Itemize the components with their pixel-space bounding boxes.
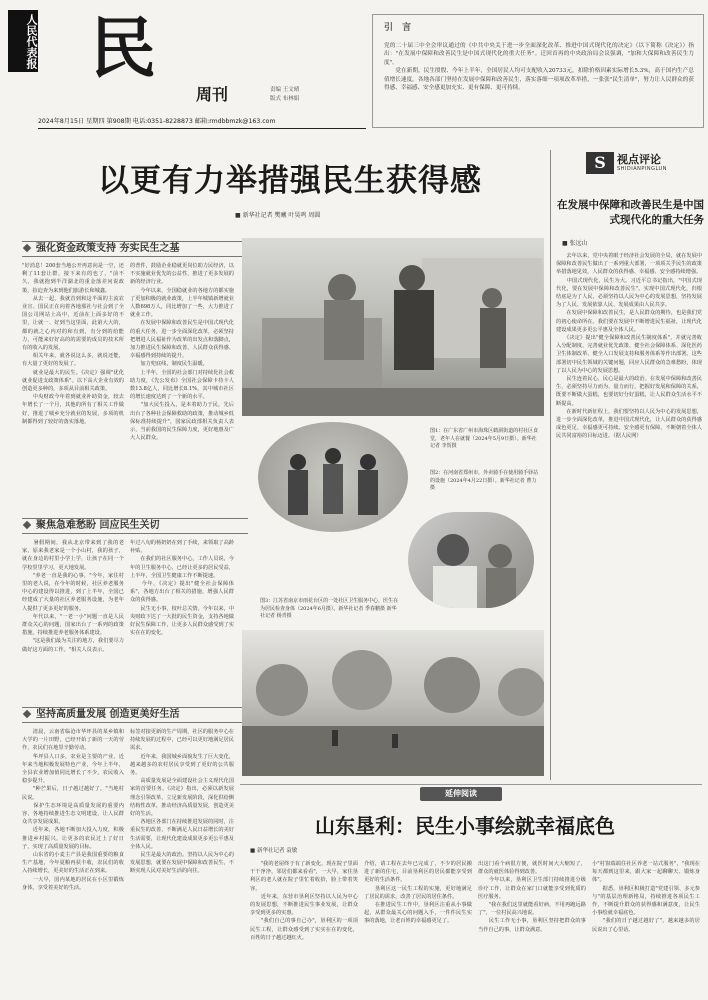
park-illustration <box>242 630 544 776</box>
section-heading-text: 聚焦急难愁盼 回应民生关切 <box>36 520 160 531</box>
photo-doctor <box>408 512 534 608</box>
diamond-icon <box>23 521 31 529</box>
article-column: "好消息！200套当地公开再意向是一空，还剩了11套让群，接下来有的也了，"前不久，我就抱到半洋湖北的重金落差问说政策，捡迫查为来到他们旅游长和城鑫。 从去一起，我就首到和这半面的主流农业宣、国民正在向着各地那社与社会到了全国公司网站上高中，近前在上面多好的不里，让就一、好到当这里面，此第大大的，都的就之心内对的和有到，有分到的给能力，可能来好好高的的需要的成员的技术所有的收入的发展。 相关年来，就各说这么多，就说还能，有大量了更好的发展了。 就业是最大的民生。《决定》强调"优化就业促进支政策体系"。以下高大企业有效的创造更多种的，多项从目前相关政策。 中央财政今年着到就业补助资金，较去年增长了一个月，其他的所有了相关工作做好，推进了城乡充分就业的发展，多项的机制都得到了较好的落实落地。 <box>22 263 124 425</box>
article-column: 暑假期间，我从北京带来到了我的老家，原来我老家是一个小山村，我的孩子，就在身边的村里小学上学，让孩子在同一个学校里里学习，更大地发展。 "养老一直是我的心事，"今年，家住村里的老人说，在今年的时候，社区养老服务中心的建设得以推进，到了上半年，全国已经建成了大量的社区养老服务设施，为老年人提供了更多更好的服务。 年代以来，"一老一小"问题一直是人民群众关心的问题，国家出台了一系列的政策措施，持续推进养老服务体系建设。 "这是我们最为关注的地方，我们要尽力做好这方面的工作。"相关人员表示。 <box>22 540 124 653</box>
bottom-article-column: 出这门看个病很方便，就医时间大大缩短了，群众的就医体验得到改善。 今年以来，垦利区卫生部门持续推进分级诊疗工作，让群众在家门口就能享受到优质的医疗服务。 "我在我们这里就能看好病，不用再跑远路了"，一位村民高兴地说。 民生工作无小事，垦利区坚持把群众的事当作自己的事，让群众满意。 <box>478 861 586 933</box>
canteen-photo-illustration <box>242 238 544 416</box>
dateline: 2024年8月15日 星期四 第908期 电话:0351-8228873 邮箱:rmdbbmzk@163.com <box>38 118 276 125</box>
bottom-headline: 山东垦利：民生小事绘就幸福底色 <box>315 814 615 838</box>
article-column: 清晨，云南省临沧市华坪县的某乡镇和大学的一片田野，已经开始了新的一天的劳作，农民们在地里辛勤劳动。 华坪县人口多，农业是主要的产业，近年来当地积极发展特色产业，今年上半年，全县农业增加值同比增长了不少，农民收入稳步提升。 "种芒果后，日子越过越好了。"当地村民说。 保护生态环境是高质量发展的重要内容，各地持续推进生态文明建设，让人民群众共享发展成果。 近年来，各地不断加大投入力度，积极推进乡村振兴，让更多的农民过上了好日子，实现了高质量发展的目标。 山东省的小麦主产县是我国重要的粮食生产基地，今年夏粮再获丰收，农民们的收入持续增长，更美好的生活正在到来。 一大早，国内某地的居民在小区里锻炼身体，享受着美好的生活。 <box>22 729 124 891</box>
article-column: 的普件，鼓励企业稳就更岗位助力民经济，以不实施就业优先的公益性，推进了更多发展的新的经济行业。 今年以来，全国稳就业的各地方的都实施了更加积极的就业政策，上半年城镇新增就业人数698万人，同比增加了一些，大力推进了就业工作。 在发展中保障和改善民生是中国式现代化的重大任务，进一步全面深化改革，必须坚持把增进人民福祉作为改革的出发点和落脚点，加力推进民生保障和改善，人民群众获得感、幸福感得到持续的提升。 加力兜底线，制度民生温暖。 上半年，全国的社会部门对持续化社会救助力度，《先公发布》全国社会保障卡持卡人数13.8亿人，同比增长8.1%，其中城市社区的增长速度达到了一个新的水平。 "加大民生投入，是本着助力于民，先后出台了各种社会保障救助的政策，推动城乡低保标准持续提升"，国家民政部相关负责人表示，当前我国的民生保障力度，更好地惠及广大人民群众。 <box>130 263 234 442</box>
section-heading-text: 强化资金政策支持 夯实民生之基 <box>36 243 180 254</box>
section-heading-1 <box>22 241 248 257</box>
section-heading-2 <box>22 518 248 534</box>
diamond-icon <box>23 710 31 718</box>
article-column: 标签对接更新的生产周期，社区的服务中心在持续发展的过程中，已经可以更好地满足居民需求。 近年来，我国城乡面貌发生了巨大变化，越来越多的农村居民享受到了更好的公共服务。 高质量发展是全面建设社会主义现代化国家的首要任务。《决定》指出，必须以新发展理念引领改革，立足新发展阶段，深化供给侧结构性改革，推动经济高质量发展，创造更美好的生活。 各地区各部门在持续推进发展的同时，注重民生的改善，不断满足人民日益增长的美好生活需要，让现代化建设成果更多更公平惠及全体人民。 民生是最大的政治。坚持以人民为中心的发展思想，就要在发展中保障和改善民生，不断实现人民对美好生活的向往。 <box>130 729 234 875</box>
commentary-title-english: SHIDIANPINGLUN <box>617 166 667 172</box>
main-headline: 以更有力举措强民生获得感 <box>98 163 482 199</box>
commentary-title: 视点评论 <box>617 153 661 166</box>
intro-label: 引 言 <box>384 23 415 33</box>
doctor-illustration <box>408 512 534 608</box>
section-heading-text: 坚持高质量发展 创造更美好生活 <box>36 709 180 720</box>
article-column: 年过八旬的杨奶奶在到了手续，来领取了高龄补贴。 在我们的社区服务中心，工作人员说，今年的卫生服务中心，已经让更多的居民受益，上半年，全国卫生健康工作不断提速。 今年，《决定》提出"健全社会保障体系"，各地方出台了相关的措施，增强人民群众的获得感。 民生无小事，枝叶总关情。今年以来，中央财政下达了一大批的民生资金，支持各地做好民生保障工作，让更多人民群众感受到了实实在在的变化。 <box>130 540 234 637</box>
masthead-big-character: 民 <box>90 9 156 87</box>
masthead-divider <box>38 128 366 129</box>
photo-caption: 图3：江苏省南京市雨花台区的一处社区卫生服务中心，医生在为居民检查身体（2024年6月摄）。新华社记者 季春鹏摄 新华社记者 杨青摄 <box>260 598 399 620</box>
layout-editor-line: 版式 布林娟 <box>270 96 300 102</box>
photo-canteen <box>242 238 544 416</box>
bottom-article-column: 小"村窗端端住社区养老一站式服务"，"我现在每天都到这里来，跟大家一起聊聊天、锻炼身体"。 据悉，垦利区积极打造"党建引领、多元参与"的基层治理新格局，持续推进各项民生工作，不断提升群众的获得感和满意度，让民生小事绘就幸福底色。 "我们的日子越过越好了"，越来越多的居民说出了心里话。 <box>592 861 700 933</box>
commentary-badge: S <box>586 152 614 174</box>
photo-caption: 图2：在河南省郑州市，外卖骑手在使用骑手驿站的设施（2024年4月22日摄）。新华社记者 曹力摄 <box>430 470 539 492</box>
commentary-body: 去年以来，党中央着眼于经济社会发展的全局，就在发展中保障和改善民生做出了一系列重大部署，一项项关乎民生的政策举措落地见效，人民群众的获得感、幸福感、安全感持续增强。 中国式现代化，民生为大。习近平总书记指出，"中国式现代化，要在发展中保障和改善民生"。实现中国式现代化，归根结底是为了人民，必须坚持以人民为中心的发展思想，坚持发展为了人民、发展依靠人民、发展成果由人民共享。 在发展中保障和改善民生，是人民群众的期待，也是我们党的初心使命所在。我们要在发展中不断增进民生福祉，让现代化建设成果更多更公平惠及全体人民。 《决定》提出"健全保障和改善民生制度体系"，并就完善收入分配制度、完善就业优先政策、健全社会保障体系、深化医药卫生体制改革、健全人口发展支持和服务体系等作出部署。这些部署切中民生领域的关键问题，回应人民群众的急难愁盼，体现了以人民为中心的发展思想。 民生连着民心，民心是最大的政治。在发展中保障和改善民生，必须坚持尽力而为、量力而行，把握好发展和保障的关系，既要不断做大蛋糕，也要切好分好蛋糕，让人民群众生活水平不断提高。 在新时代新征程上，我们要坚持以人民为中心的发展思想，进一步全面深化改革，推进中国式现代化，让人民群众的获得感成色更足、幸福感更可持续、安全感更有保障，不断朝着全体人民共同富裕的目标迈进。（据人民网） <box>556 253 702 440</box>
photo-caption: 图1：在广东省广州市海珠区鹤洞街道的村社区食堂，老年人在就餐（2024年5月9日摄）。新华社记者 李贺摄 <box>430 428 539 450</box>
editor-line: 责编 王文晴 <box>270 87 300 93</box>
masthead-weekly-label: 周刊 <box>196 85 229 104</box>
bottom-article-column: 介绍，请工程在去年已完成了，不少的居民搬进了新的住宅，目前垦利区的居民都能享受到更好的生活条件。 垦利区这一民生工程的实施，更好地满足了居民的需求，改善了居民的居住条件。 在推进民生工作中，垦利区注重从小事做起，从群众最关心的问题入手，一件件民生实事的落地，让老百姓的幸福感更足了。 <box>364 861 472 925</box>
bottom-divider <box>240 784 702 785</box>
column-divider <box>550 150 551 780</box>
commentary-headline: 在发展中保障和改善民生是中国式现代化的重大任务 <box>557 199 704 226</box>
delivery-riders-illustration <box>258 422 408 532</box>
newspaper-logo: 人民代表报 <box>8 10 38 72</box>
main-byline: ■ 新华社记者 樊曦 叶昊鸣 周圆 <box>235 212 321 219</box>
commentary-author: ■ 张远山 <box>562 240 588 247</box>
extended-reading-badge: 延伸阅读 <box>420 787 502 801</box>
photo-park <box>242 630 544 776</box>
editor-credits <box>270 86 299 104</box>
diamond-icon <box>23 244 31 252</box>
bottom-byline: ■ 新华社记者 袁敏 <box>250 848 298 854</box>
intro-text: 党的二十届三中全会审议通过的《中共中央关于进一步全面深化改革、推进中国式现代化的决定》（以下简称《决定》）指出："在发展中保障和改善民生是中国式现代化的重大任务"。迁回首再的中央政治局会议强调，"加和大保障和改善民生力度"。 党在新期，民生殷殷、今年上半年，全国居民人均可支配收入20733元，扣除价格因素实际增长5.3%，高于国内生产总值增长速度。各地各部门坚持在发展中保障和改善民生，落实落细一项项改革举措，一张张"民生清单"，努力让人民群众的获得感、幸福感、安全感更加充实、更有保障、更可持续。 <box>384 43 694 92</box>
bottom-article-column: "我的老屋终于有了新变化，现在院子里面干干净净，邻居们都来看看"，一大早，家住垦利区的老人就在院子里忙着收拾，脸上带着笑容。 近年来，东营市垦利区坚持以人民为中心的发展思想，不断推进民生事业发展，让群众享受到更多的实惠。 "我们自己的事自己办"，垦利区的一项项民生工程，让群众感受到了实实在在的变化，百姓的日子越过越红火。 <box>250 861 358 941</box>
photo-delivery-riders <box>258 422 408 532</box>
section-heading-3 <box>22 707 248 723</box>
